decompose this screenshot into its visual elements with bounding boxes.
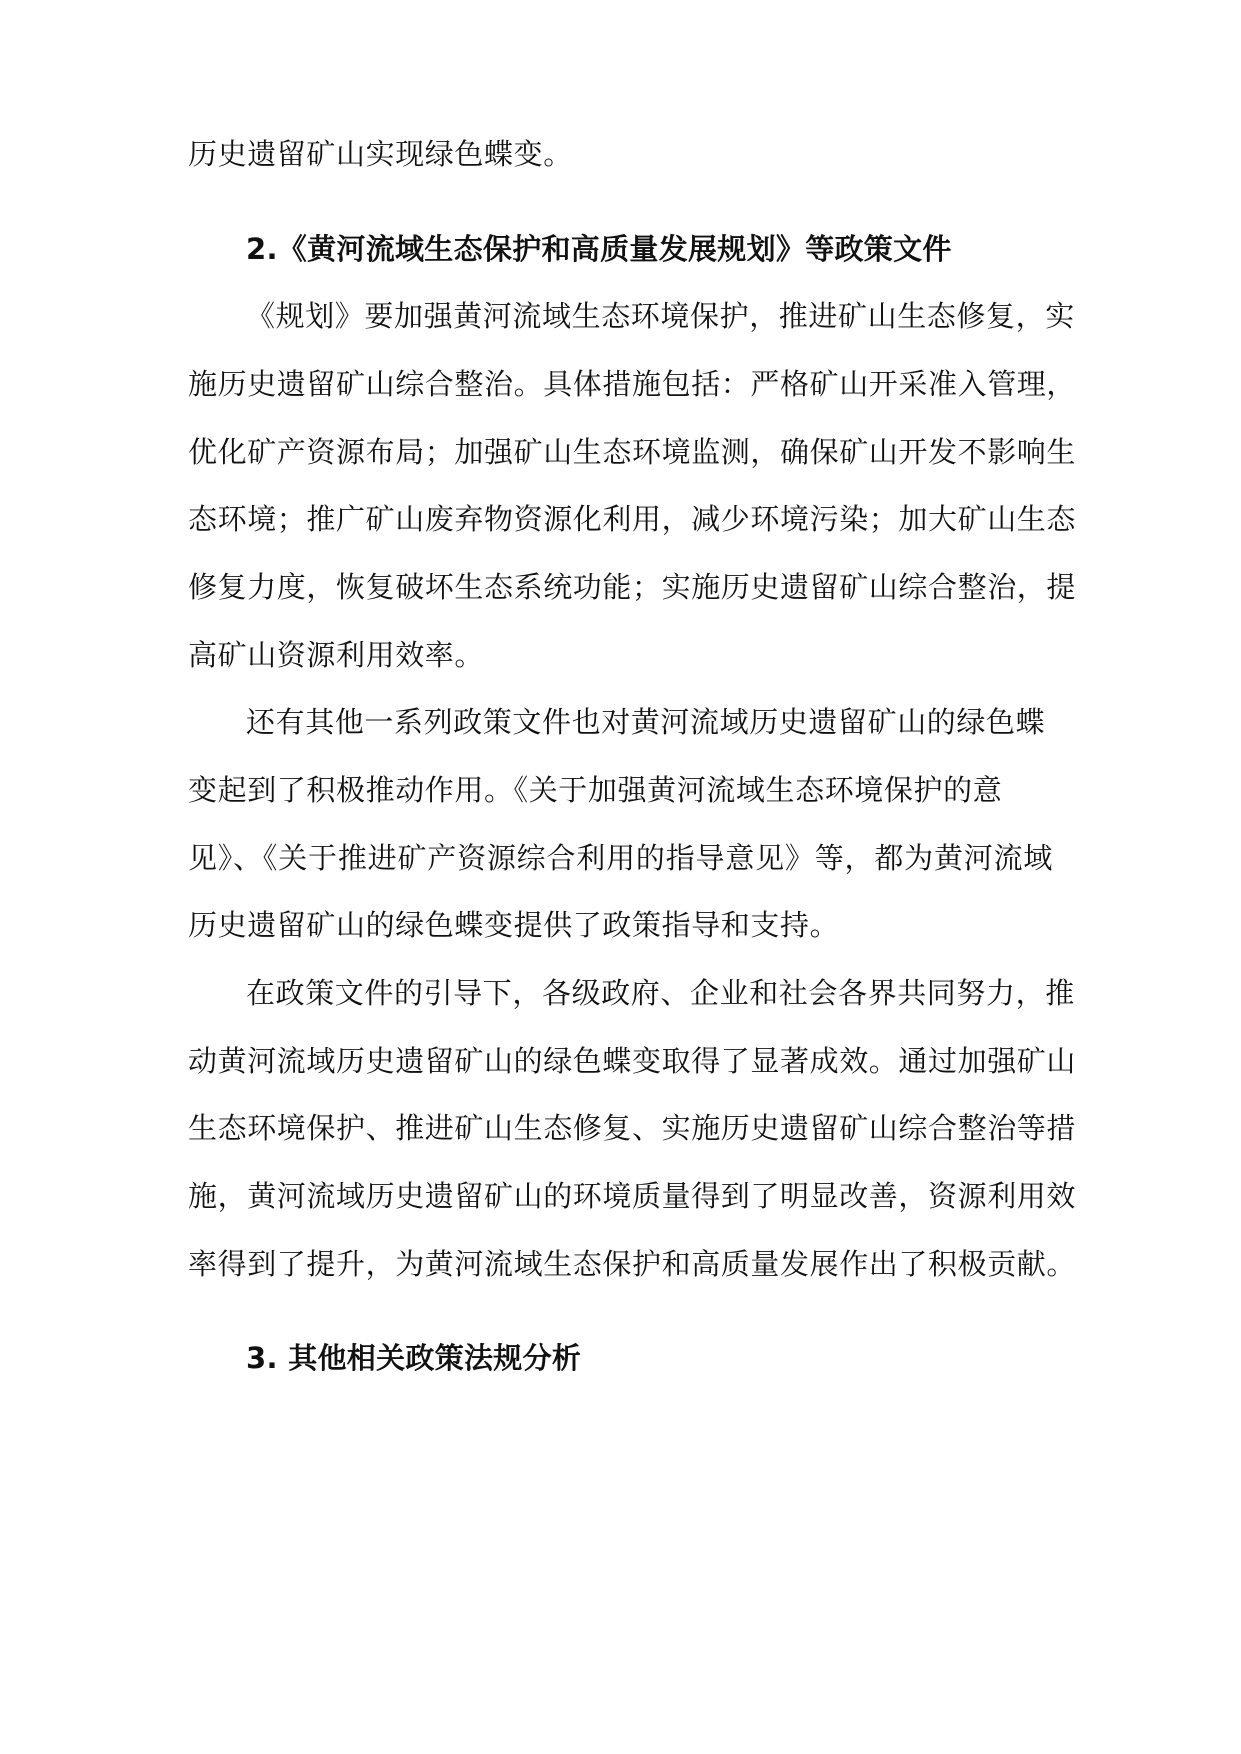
paragraph-line: 见》、《关于推进矿产资源综合利用的指导意见》等，都为黄河流域 bbox=[188, 841, 1053, 875]
paragraph-line: 优化矿产资源布局；加强矿山生态环境监测，确保矿山开发不影响生 bbox=[188, 435, 1077, 469]
paragraph-line: 态环境；推广矿山废弃物资源化利用，减少环境污染；加大矿山生态 bbox=[188, 502, 1077, 536]
paragraph-line: 生态环境保护、推进矿山生态修复、实施历史遗留矿山综合整治等措 bbox=[188, 1111, 1077, 1145]
paragraph-line: 高矿山资源利用效率。 bbox=[188, 638, 485, 672]
paragraph-line: 变起到了积极推动作用。《关于加强黄河流域生态环境保护的意 bbox=[188, 773, 1003, 807]
paragraph-line: 《规划》要加强黄河流域生态环境保护，推进矿山生态修复，实 bbox=[246, 299, 1075, 333]
paragraph-line: 率得到了提升，为黄河流域生态保护和高质量发展作出了积极贡献。 bbox=[188, 1247, 1077, 1281]
paragraph-line: 施历史遗留矿山综合整治。具体措施包括：严格矿山开采准入管理， bbox=[188, 367, 1077, 401]
section-heading-2: 2.《黄河流域生态保护和高质量发展规划》等政策文件 bbox=[246, 232, 952, 266]
paragraph-line: 历史遗留矿山实现绿色蝶变。 bbox=[188, 137, 573, 171]
paragraph-line: 施，黄河流域历史遗留矿山的环境质量得到了明显改善，资源利用效 bbox=[188, 1179, 1077, 1213]
paragraph-line: 在政策文件的引导下，各级政府、企业和社会各界共同努力，推 bbox=[246, 976, 1075, 1010]
paragraph-line: 还有其他一系列政策文件也对黄河流域历史遗留矿山的绿色蝶 bbox=[246, 705, 1046, 739]
section-heading-3: 3. 其他相关政策法规分析 bbox=[246, 1341, 582, 1375]
paragraph-line: 历史遗留矿山的绿色蝶变提供了政策指导和支持。 bbox=[188, 908, 840, 942]
paragraph-line: 动黄河流域历史遗留矿山的绿色蝶变取得了显著成效。通过加强矿山 bbox=[188, 1044, 1077, 1078]
paragraph-line: 修复力度，恢复破坏生态系统功能；实施历史遗留矿山综合整治，提 bbox=[188, 570, 1077, 604]
